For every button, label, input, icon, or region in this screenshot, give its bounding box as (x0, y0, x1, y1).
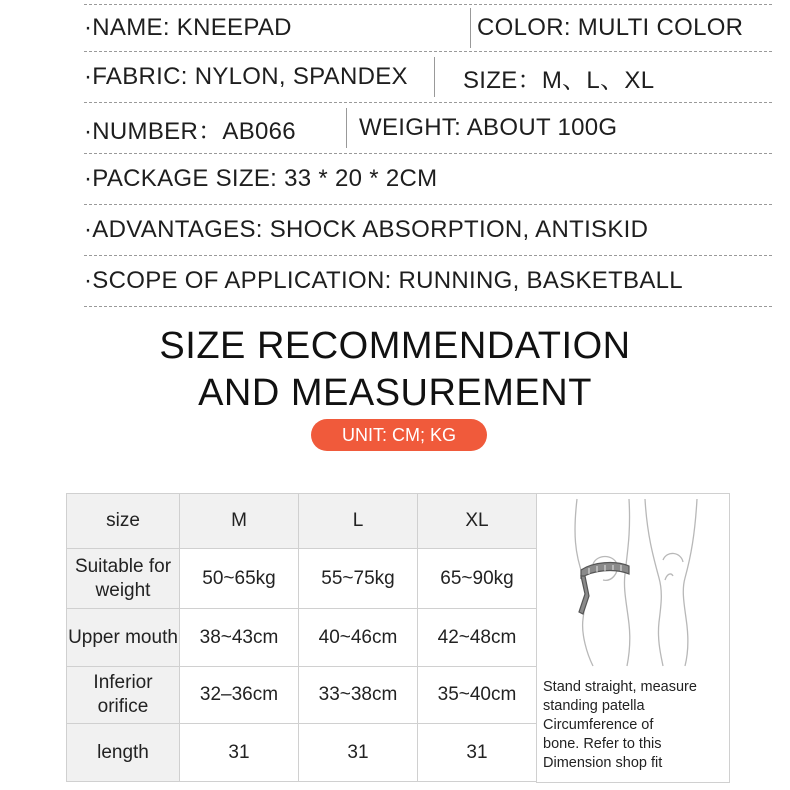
spec-row (84, 52, 772, 103)
table-cell: 31 (299, 724, 418, 782)
row-label: Upper mouth (67, 609, 180, 667)
spec-list (84, 4, 772, 307)
spec-advantages: ·ADVANTAGES: SHOCK ABSORPTION, ANTISKID (84, 216, 649, 243)
table-cell: 65~90kg (418, 549, 537, 609)
spec-size: SIZE：M、L、XL (463, 66, 655, 94)
table-header-row (67, 494, 537, 549)
size-table (66, 493, 537, 782)
table-cell: 38~43cm (180, 609, 299, 667)
spec-package-size: ·PACKAGE SIZE: 33 * 20 * 2CM (84, 165, 438, 192)
row-label: Inferior orifice (67, 667, 180, 724)
row-label: Suitable for weight (67, 549, 180, 609)
table-cell: 33~38cm (299, 667, 418, 724)
table-cell: 31 (180, 724, 299, 782)
table-cell: 42~48cm (418, 609, 537, 667)
spec-row (84, 154, 772, 205)
header-cell: XL (418, 494, 537, 549)
spec-number: ·NUMBER：AB066 (84, 117, 296, 145)
note-line: bone. Refer to this (543, 736, 662, 752)
divider (346, 108, 347, 148)
note-line: Dimension shop fit (543, 755, 663, 771)
table-cell: 55~75kg (299, 549, 418, 609)
spec-name: ·NAME: KNEEPAD (84, 14, 292, 41)
spec-color: COLOR: MULTI COLOR (477, 14, 744, 41)
header-cell: M (180, 494, 299, 549)
spec-fabric: ·FABRIC: NYLON, SPANDEX (84, 63, 408, 90)
knee-illustration-panel (536, 493, 730, 783)
section-subtitle: AND MEASUREMENT (198, 372, 592, 414)
note-line: Circumference of (543, 717, 654, 733)
row-label: length (67, 724, 180, 782)
table-row (67, 667, 537, 724)
note-line: standing patella (543, 698, 645, 714)
table-cell: 35~40cm (418, 667, 537, 724)
spec-row (84, 256, 772, 307)
table-cell: 32–36cm (180, 667, 299, 724)
header-cell: L (299, 494, 418, 549)
header-cell: size (67, 494, 180, 549)
table-row (67, 549, 537, 609)
table-row (67, 609, 537, 667)
divider (434, 57, 435, 97)
spec-scope: ·SCOPE OF APPLICATION: RUNNING, BASKETBALL (84, 267, 683, 294)
spec-row (84, 103, 772, 154)
divider (470, 8, 471, 48)
table-cell: 40~46cm (299, 609, 418, 667)
section-title: SIZE RECOMMENDATION (159, 325, 631, 367)
knee-legs-icon (537, 494, 729, 674)
spec-weight: WEIGHT: ABOUT 100G (359, 114, 618, 141)
table-cell: 50~65kg (180, 549, 299, 609)
unit-badge: UNIT: CM; KG (311, 419, 487, 451)
table-cell: 31 (418, 724, 537, 782)
spec-row (84, 205, 772, 256)
measurement-note (543, 678, 697, 773)
note-line: Stand straight, measure (543, 679, 697, 695)
spec-row (84, 4, 772, 52)
table-row (67, 724, 537, 782)
